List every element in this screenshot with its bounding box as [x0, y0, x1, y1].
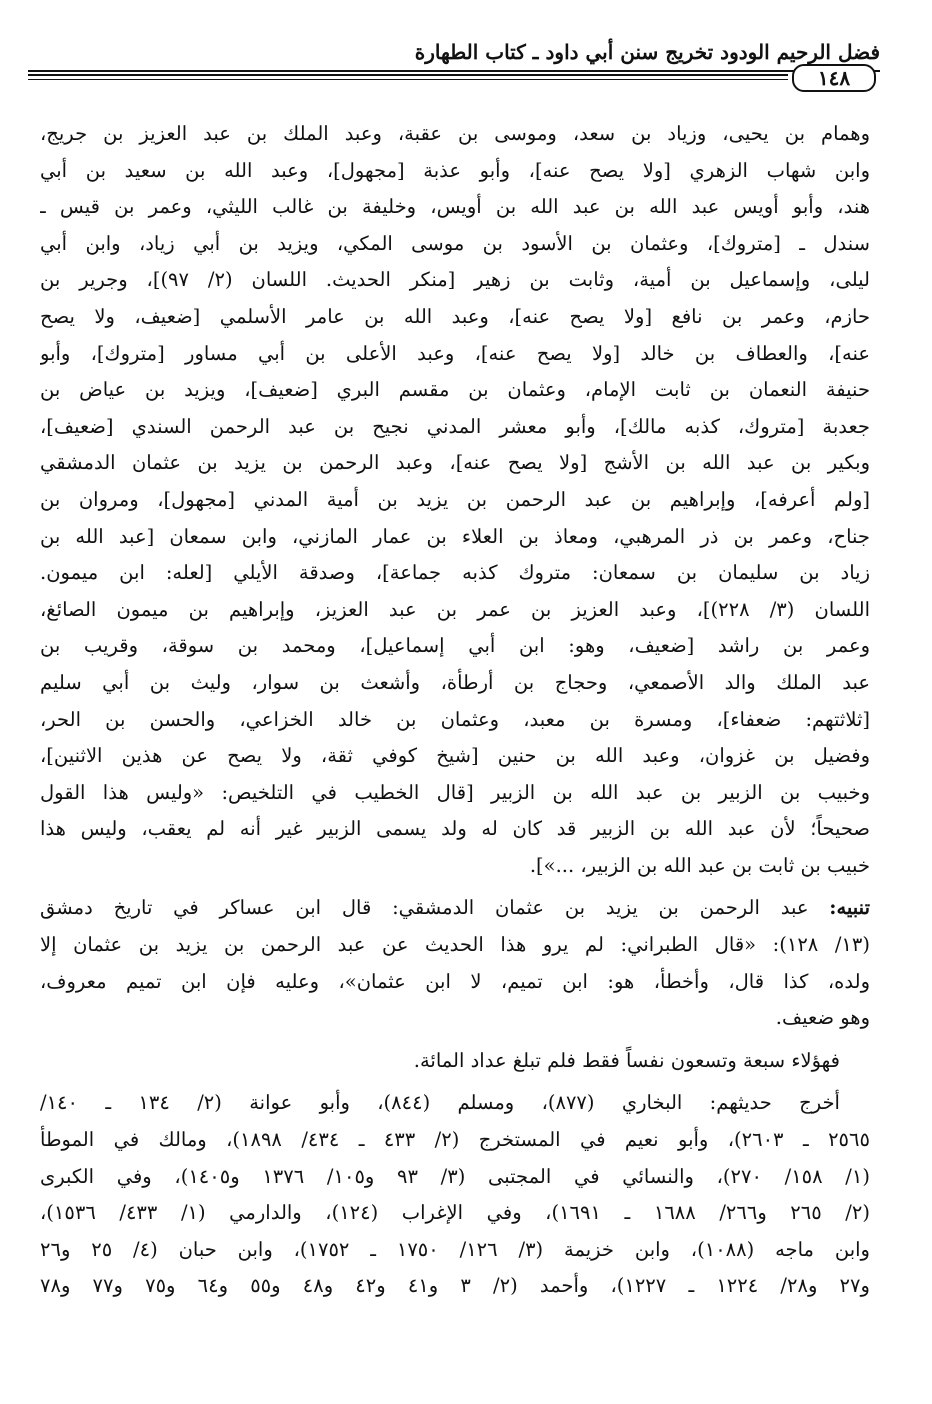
header-rule: [28, 74, 788, 76]
text-line: [ولم أعرفه]، وإبراهيم بن عبد الرحمن بن يزيد بن أمية المدني [مجهول]، ومروان بن: [40, 487, 870, 511]
text-line: صحيحاً؛ لأن عبد الله بن الزبير قد كان له ولد يسمى الزبير غير أنه لم يعقب، وليس هذا: [40, 817, 870, 841]
narrators-paragraph: [40, 116, 870, 884]
text-line: (١٣/ ١٢٨): «قال الطبراني: لم يرو هذا الحديث عن عبد الرحمن بن يزيد بن عثمان إلا: [40, 933, 870, 957]
page-body: [40, 116, 870, 1311]
text-line: ٢٥٦٥ ـ ٢٦٠٣)، وأبو نعيم في المستخرج (٢/ ٤٣٣ ـ ٤٣٤/ ١٨٩٨)، ومالك في الموطأ: [40, 1128, 870, 1152]
text-line: زياد بن سليمان بن سمعان: متروك كذبه جماعة]، وصدقة الأيلي [لعله: ابن ميمون.: [40, 561, 870, 585]
text-line: وعمر بن راشد [ضعيف، وهو: ابن أبي إسماعيل]، ومحمد بن سوقة، وقريب بن: [40, 634, 870, 658]
note-paragraph: [40, 890, 870, 1036]
text-line: عنه]، والعطاف بن خالد [ولا يصح عنه]، وعبد الأعلى بن أبي مساور [متروك]، وأبو: [40, 341, 870, 365]
note-label: تنبيه:: [829, 896, 870, 920]
text-line: خبيب بن ثابت بن عبد الله بن الزبير، ...»].: [529, 853, 870, 877]
takhrij-paragraph: [40, 1085, 870, 1305]
text-line: [ثلاثتهم: ضعفاء]، ومسرة بن معبد، وعثمان بن خالد الخزاعي، والحسن بن الحر،: [40, 707, 870, 731]
note-text: عبد الرحمن بن يزيد بن عثمان الدمشقي: قال ابن عساكر في تاريخ دمشق: [40, 896, 830, 920]
text-line: (٢/ ٢٦٥ و٢٦٦/ ١٦٨٨ ـ ١٦٩١)، وفي الإغراب (١٢٤)، والدارمي (١/ ٤٣٣/ ١٥٣٦)،: [40, 1201, 870, 1225]
text-line: وهو ضعيف.: [775, 1006, 870, 1030]
page-number-row: [28, 64, 880, 92]
text-line: وابن ماجه (١٠٨٨)، وابن خزيمة (٣/ ١٢٦/ ١٧٥٠ ـ ١٧٥٢)، وابن حبان (٤/ ٢٥ و٢٦: [40, 1237, 870, 1261]
text-line: وبكير بن عبد الله بن الأشج [ولا يصح عنه]، وعبد الرحمن بن يزيد بن عثمان الدمشقي: [40, 451, 870, 475]
summary-paragraph: [40, 1043, 870, 1080]
text-line: اللسان (٣/ ٢٢٨)]، وعبد العزيز بن عمر بن عبد العزيز، وإبراهيم بن ميمون الصائغ،: [40, 597, 870, 621]
text-line: هند، وأبو أويس عبد الله بن عبد الله بن أويس، وخليفة بن غالب الليثي، وعمر بن قيس ـ: [40, 195, 870, 219]
text-line: سندل ـ [متروك]، وعثمان بن الأسود بن موسى المكي، ويزيد بن أبي زياد، وابن أبي: [40, 231, 870, 255]
note-first-line: [40, 890, 870, 927]
book-title: فضل الرحيم الودود تخريج سنن أبي داود ـ كتاب الطهارة: [414, 40, 880, 64]
text-line: عبد الملك والد الأصمعي، وحجاج بن أرطأة، وأشعث بن سوار، وليث بن أبي سليم: [40, 670, 870, 694]
page-number: ١٤٨: [792, 64, 876, 92]
text-line: حنيفة النعمان بن ثابت الإمام، وعثمان بن مقسم البري [ضعيف]، ويزيد بن عياض بن: [40, 378, 870, 402]
text-line: حازم، وعمر بن نافع [ولا يصح عنه]، وعبد الله بن عامر الأسلمي [ضعيف، ولا يصح: [40, 304, 870, 328]
text-line: و٢٧ و٢٨/ ١٢٢٤ ـ ١٢٢٧)، وأحمد (٢/ ٣ و٤١ و٤٢ و٤٨ و٥٥ و٦٤ و٧٥ و٧٧ و٧٨: [40, 1274, 870, 1298]
summary-line: فهؤلاء سبعة وتسعون نفساً فقط فلم تبلغ عداد المائة.: [413, 1048, 840, 1072]
text-line: وابن شهاب الزهري [ولا يصح عنه]، وأبو عذبة [مجهول]، وعبد الله بن سعيد بن أبي: [40, 158, 870, 182]
text-line: وخبيب بن الزبير بن عبد الله بن الزبير [قال الخطيب في التلخيص: «وليس هذا القول: [40, 780, 870, 804]
header-rule-thin: [28, 79, 788, 80]
text-line: ولده، كذا قال، وأخطأ، هو: ابن تميم، لا ابن عثمان»، وعليه فإن ابن تميم معروف،: [40, 969, 870, 993]
text-line: ليلى، وإسماعيل بن أمية، وثابت بن زهير [منكر الحديث. اللسان (٢/ ٩٧)]، وجرير بن: [40, 268, 870, 292]
text-line: جناح، وعمر بن ذر المرهبي، ومعاذ بن العلاء بن عمار المازني، وابن سمعان [عبد الله بن: [40, 524, 870, 548]
text-line: وهمام بن يحيى، وزياد بن سعد، وموسى بن عقبة، وعبد الملك بن عبد العزيز بن جريج،: [40, 122, 870, 145]
text-line: وفضيل بن غزوان، وعبد الله بن حنين [شيخ كوفي ثقة، ولا يصح عن هذين الاثنين]،: [40, 744, 870, 768]
text-line: (١/ ١٥٨/ ٢٧٠)، والنسائي في المجتبى (٣/ ٩٣ و١٠٥/ ١٣٧٦ و١٤٠٥)، وفي الكبرى: [40, 1164, 870, 1188]
text-line: جعدبة [متروك، كذبه مالك]، وأبو معشر المدني نجيح بن عبد الرحمن السندي [ضعيف]،: [40, 414, 870, 438]
text-line: أخرج حديثهم: البخاري (٨٧٧)، ومسلم (٨٤٤)، وأبو عوانة (٢/ ١٣٤ ـ ١٤٠/: [40, 1091, 840, 1115]
